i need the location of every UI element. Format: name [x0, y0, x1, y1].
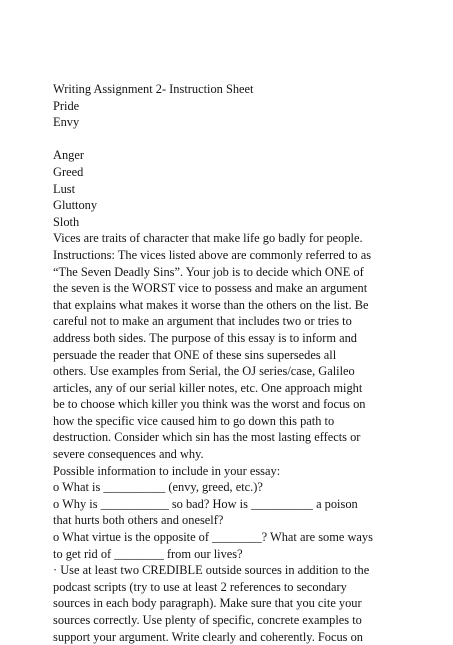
info-line: to get rid of ________ from our lives? — [53, 546, 243, 561]
paragraph-line: careful not to make an argument that includes two or tries to — [53, 314, 352, 329]
info-line: o Why is ___________ so bad? How is __________ a poison — [53, 496, 358, 511]
paragraph-line: Vices are traits of character that make life go badly for people. — [53, 231, 363, 246]
info-line: that hurts both others and oneself? — [53, 513, 224, 528]
sin-item-pride: Pride — [53, 98, 80, 113]
sin-item-lust: Lust — [53, 181, 76, 196]
paragraph-line: address both sides. The purpose of this essay is to inform and — [53, 330, 357, 345]
sources-line: sources correctly. Use plenty of specific, concrete examples to — [53, 613, 362, 627]
paragraph-line: persuade the reader that ONE of these sins supersedes all — [53, 347, 337, 362]
paragraph-line: be to choose which killer you think was the worst and focus on — [53, 397, 366, 412]
info-line: o What virtue is the opposite of ________? What are some ways — [53, 530, 373, 545]
sources-paragraph — [53, 562, 403, 645]
info-list — [53, 479, 403, 562]
document-page — [53, 81, 403, 645]
paragraph-line: destruction. Consider which sin has the most lasting effects or — [53, 430, 361, 445]
sin-item-anger: Anger — [53, 148, 84, 163]
sin-item-gluttony: Gluttony — [53, 198, 98, 213]
paragraph-line: the seven is the WORST vice to possess and make an argument — [53, 281, 368, 296]
sources-line: sources in each body paragraph). Make sure that you cite your — [53, 596, 362, 611]
sources-line: · Use at least two CREDIBLE outside sources in addition to the — [53, 563, 370, 578]
info-line: o What is __________ (envy, greed, etc.)? — [53, 480, 263, 495]
sin-item-greed: Greed — [53, 164, 84, 179]
blank-line — [53, 131, 403, 148]
paragraph-line: severe consequences and why. — [53, 447, 204, 462]
sources-line: support your argument. Write clearly and coherently. Focus on — [53, 629, 363, 644]
document-title: Writing Assignment 2- Instruction Sheet — [53, 82, 254, 96]
sources-line: podcast scripts (try to use at least 2 references to secondary — [53, 579, 347, 594]
paragraph-line: others. Use examples from Serial, the OJ series/case, Galileo — [53, 364, 355, 379]
sin-item-sloth: Sloth — [53, 214, 80, 229]
paragraph-line: “The Seven Deadly Sins”. Your job is to decide which ONE of — [53, 264, 364, 279]
instructions-paragraph — [53, 230, 403, 462]
paragraph-line: articles, any of our serial killer notes, etc. One approach might — [53, 380, 363, 395]
info-heading: Possible information to include in your essay: — [53, 463, 281, 478]
paragraph-line: that explains what makes it worse than the others on the list. Be — [53, 297, 369, 312]
paragraph-line: Instructions: The vices listed above are commonly referred to as — [53, 247, 372, 262]
sin-item-envy: Envy — [53, 115, 80, 130]
paragraph-line: how the specific vice caused him to go down this path to — [53, 413, 335, 428]
